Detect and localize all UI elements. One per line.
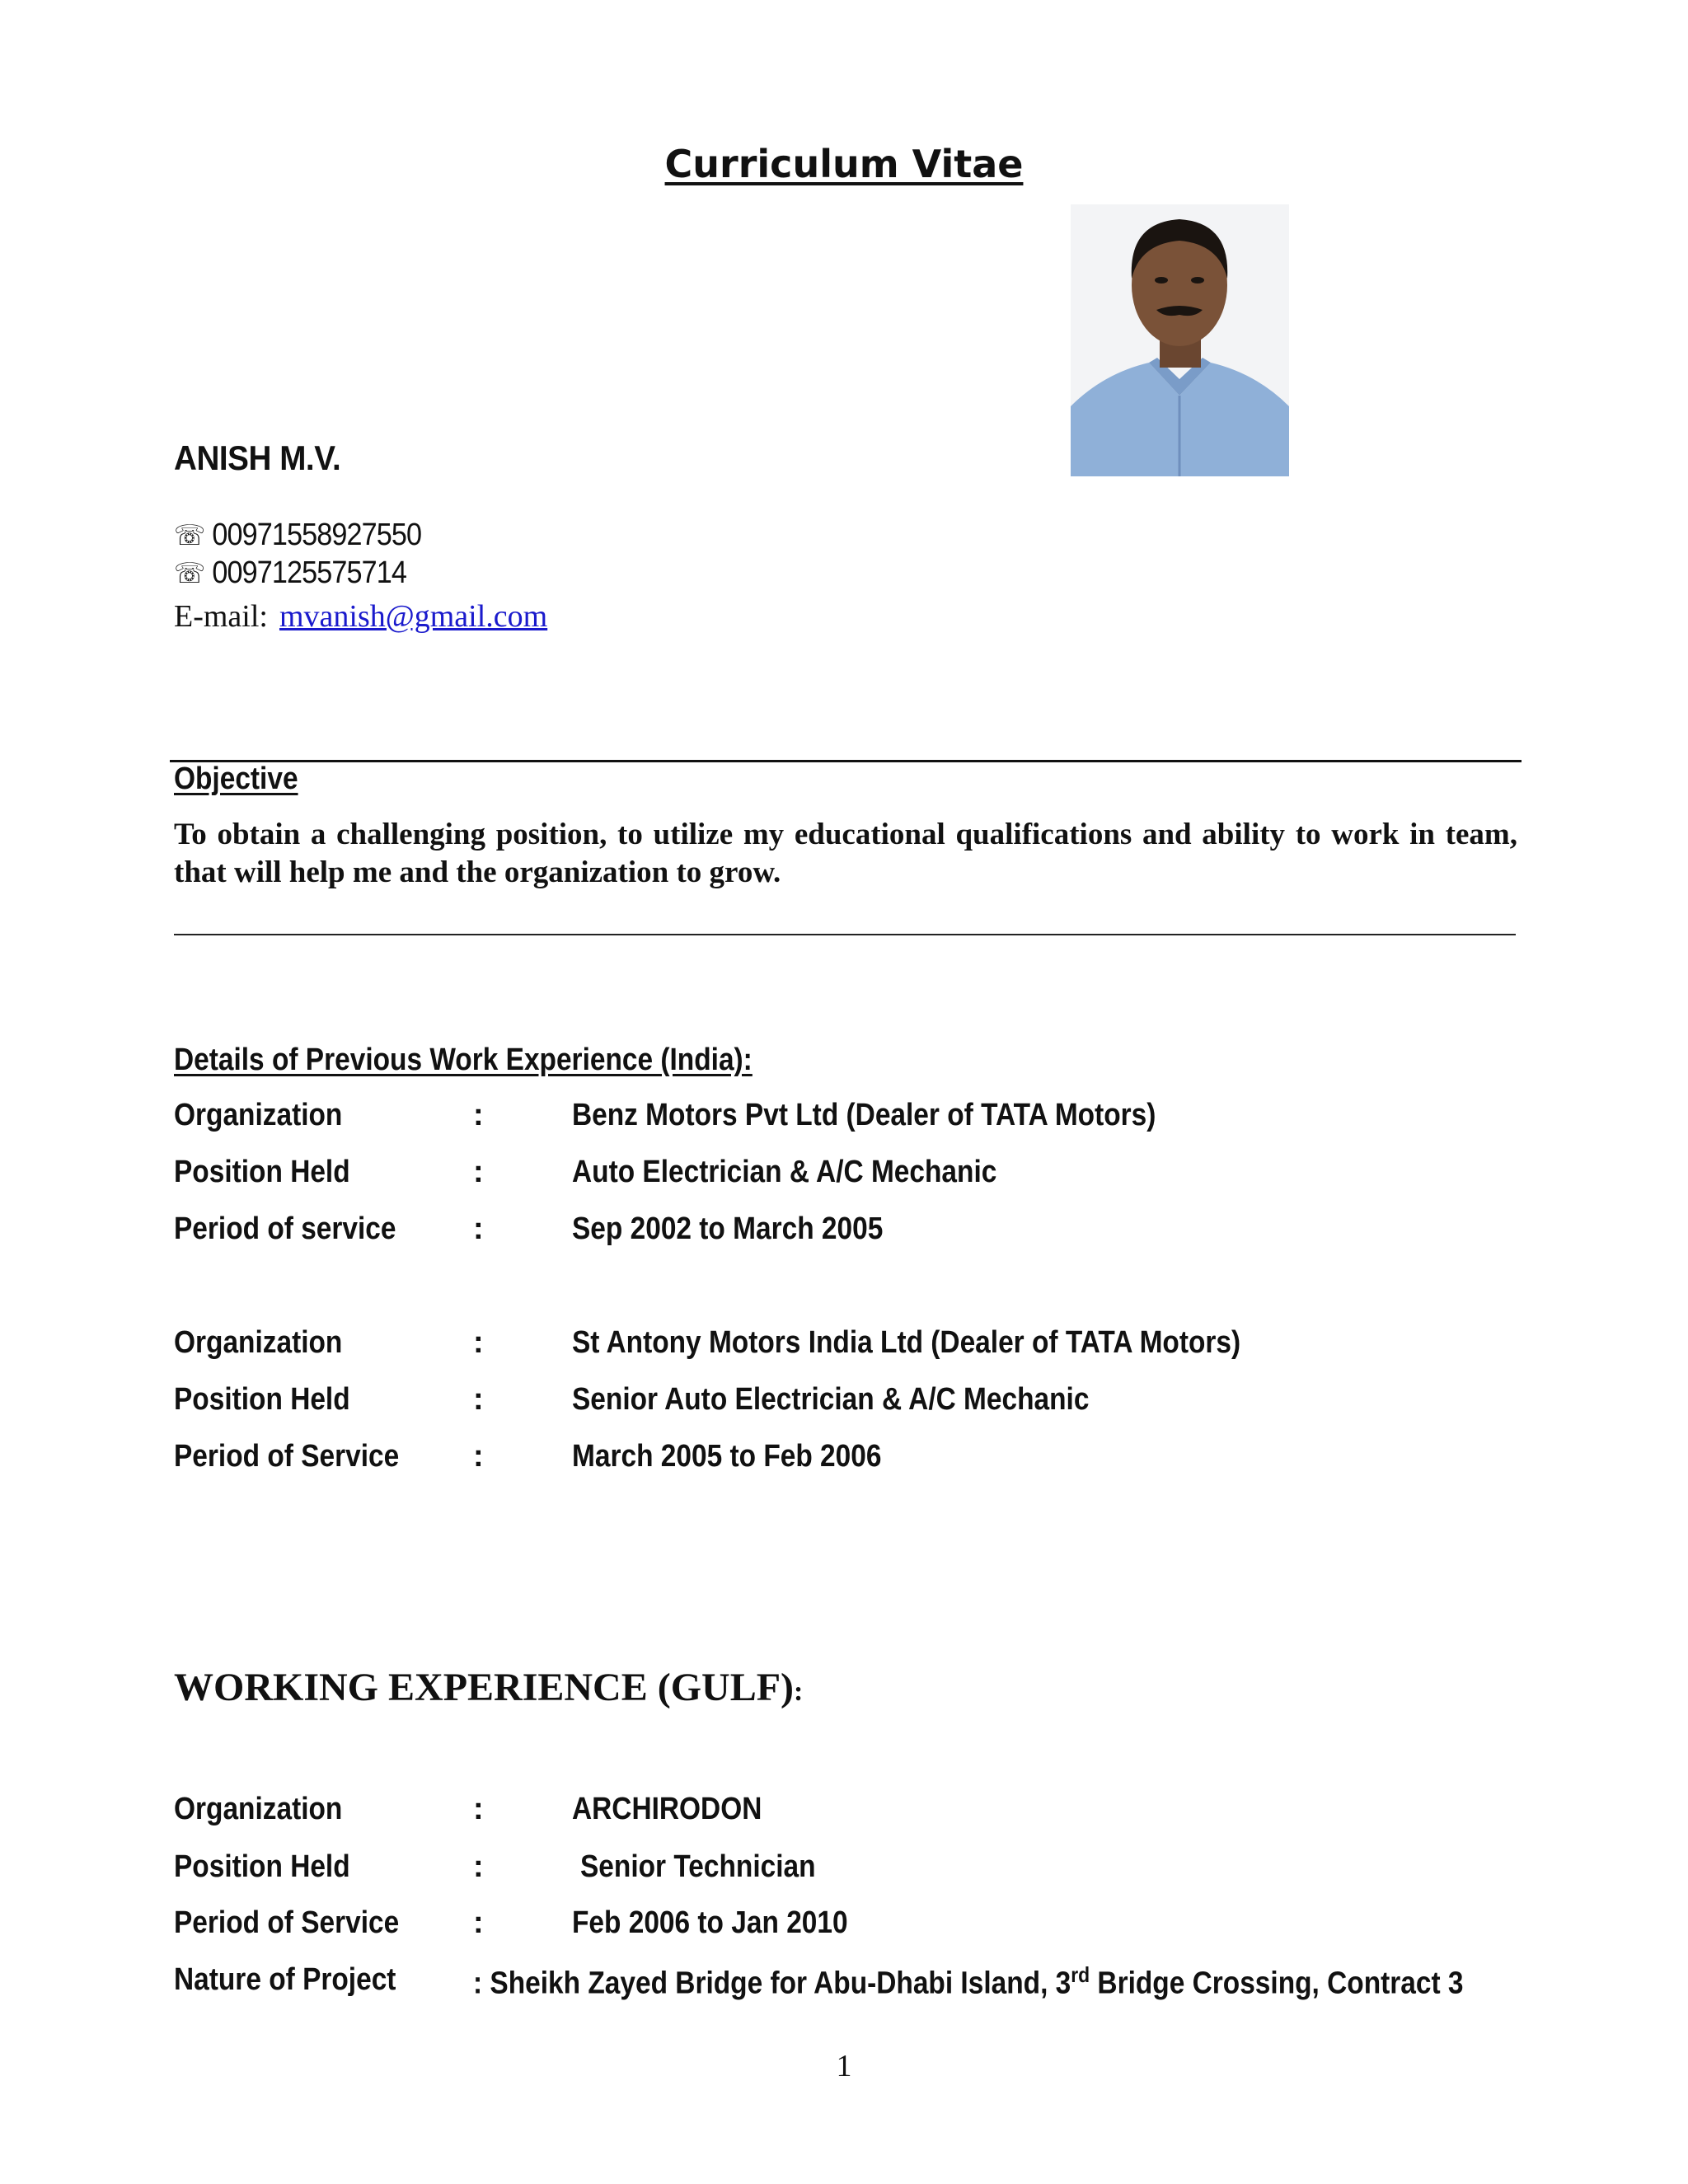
email-line: [174, 598, 547, 635]
field-label: Organization: [174, 1792, 343, 1826]
field-colon: :: [473, 1439, 484, 1474]
field-colon: :: [473, 1212, 484, 1246]
field-value: St Antony Motors India Ltd (Dealer of TATA Motors): [572, 1325, 1241, 1360]
field-label: Organization: [174, 1325, 343, 1360]
field-value: Auto Electrician & A/C Mechanic: [572, 1155, 997, 1189]
field-colon: :: [473, 1905, 484, 1940]
field-value: [473, 1962, 1464, 2002]
field-label: Nature of Project: [174, 1962, 396, 1997]
field-value: Benz Motors Pvt Ltd (Dealer of TATA Motors): [572, 1098, 1156, 1132]
nature-superscript: rd: [1071, 1962, 1090, 1987]
gulf-heading-text: WORKING EXPERIENCE (GULF): [174, 1666, 795, 1709]
nature-text-prefix: : Sheikh Zayed Bridge for Abu-Dhabi Island, 3: [473, 1966, 1071, 2001]
field-colon: :: [473, 1382, 484, 1417]
objective-text: To obtain a challenging position, to utilize my educational qualifications and ability to work in team, that will help me and the organization to grow.: [174, 818, 1517, 889]
gulf-experience-heading: [174, 1665, 803, 1710]
profile-photo: [1071, 204, 1289, 476]
document-title: Curriculum Vitae: [664, 142, 1024, 186]
email-label: E-mail:: [174, 599, 268, 634]
field-label: Position Held: [174, 1382, 350, 1417]
email-link[interactable]: mvanish@gmail.com: [279, 599, 548, 634]
profile-photo-image: [1071, 204, 1289, 476]
field-colon: :: [473, 1325, 484, 1360]
field-value: ARCHIRODON: [572, 1792, 762, 1826]
field-colon: :: [473, 1155, 484, 1189]
field-colon: :: [473, 1792, 484, 1826]
phone-line-1: [174, 518, 421, 553]
phone-icon: ☏: [174, 558, 205, 589]
field-label: Organization: [174, 1098, 343, 1132]
field-value: March 2005 to Feb 2006: [572, 1439, 882, 1474]
field-label: Period of service: [174, 1212, 396, 1246]
section-divider-top: [170, 760, 1522, 762]
field-colon: :: [473, 1098, 484, 1132]
field-colon: :: [473, 1849, 484, 1884]
phone-line-2: [174, 555, 406, 591]
field-label: Position Held: [174, 1155, 350, 1189]
field-label: Period of Service: [174, 1905, 400, 1940]
gulf-heading-colon: :: [794, 1676, 804, 1707]
nature-text-suffix: Bridge Crossing, Contract 3: [1090, 1966, 1464, 2001]
phone-number-2: 0097125575714: [212, 555, 406, 590]
field-value: Sep 2002 to March 2005: [572, 1212, 884, 1246]
field-label: Position Held: [174, 1849, 350, 1884]
objective-heading: Objective: [174, 762, 298, 796]
section-divider-bottom: [174, 934, 1516, 935]
field-value: Senior Technician: [580, 1849, 816, 1884]
india-experience-heading: Details of Previous Work Experience (India):: [174, 1043, 753, 1077]
phone-number-1: 00971558927550: [212, 518, 422, 552]
field-value: Senior Auto Electrician & A/C Mechanic: [572, 1382, 1090, 1417]
field-label: Period of Service: [174, 1439, 400, 1474]
candidate-name: ANISH M.V.: [174, 438, 341, 477]
field-value: Feb 2006 to Jan 2010: [572, 1905, 848, 1940]
phone-icon: ☏: [174, 520, 205, 551]
page-number: 1: [836, 2049, 852, 2083]
